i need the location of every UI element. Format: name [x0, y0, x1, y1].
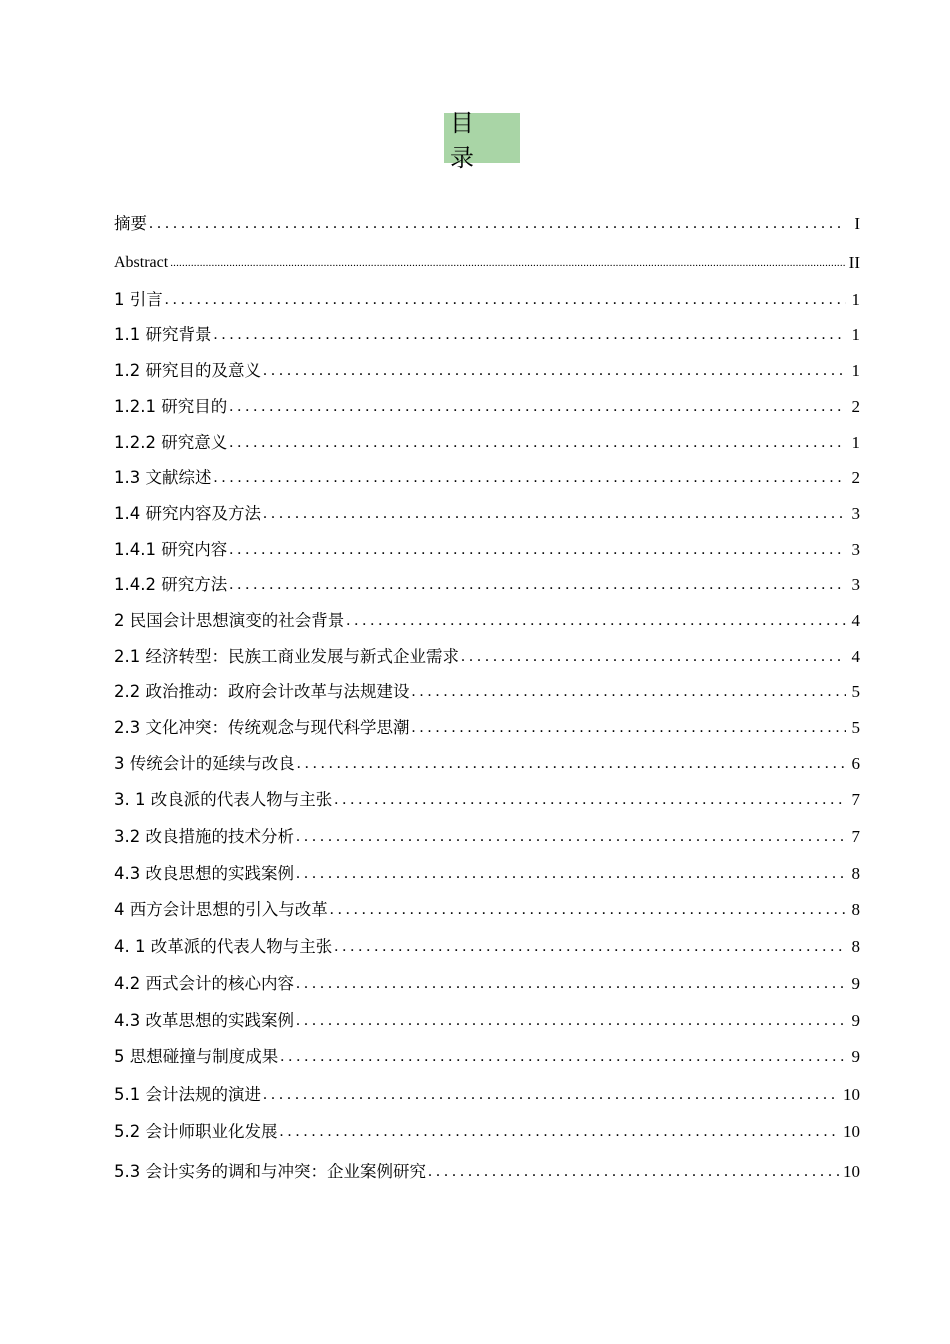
toc-entry-label: 3.2 改良措施的技术分析: [114, 827, 294, 846]
toc-leader-dots: [412, 681, 847, 703]
toc-entry-page: 5: [851, 718, 860, 737]
toc-leader-dots: [346, 610, 846, 632]
toc-leader-dots: [149, 213, 846, 235]
toc-leader-dots: [330, 899, 846, 921]
toc-entry[interactable]: [114, 459, 860, 489]
toc-entry-label: 1.2.1 研究目的: [114, 397, 228, 416]
toc-entry-page: 3: [851, 540, 860, 559]
toc-entry[interactable]: [114, 1076, 860, 1106]
toc-leader-dots: [280, 1046, 846, 1068]
toc-leader-dots: [214, 467, 847, 489]
toc-entry-label: 1.4 研究内容及方法: [114, 504, 261, 523]
toc-leader-dots: [428, 1161, 839, 1183]
toc-entry[interactable]: [114, 1038, 860, 1068]
toc-leader-dots: [263, 503, 846, 525]
toc-entry-label: 2.1 经济转型：民族工商业发展与新式企业需求: [114, 647, 459, 666]
toc-entry-page: 2: [851, 397, 860, 416]
toc-entry[interactable]: [114, 495, 860, 525]
toc-entry[interactable]: [114, 281, 860, 311]
toc-entry-page: 7: [851, 827, 860, 846]
toc-entry-page: 6: [851, 754, 860, 773]
toc-leader-dots: [296, 1010, 846, 1032]
toc-entry[interactable]: [114, 566, 860, 596]
toc-leader-dots: [296, 826, 846, 848]
toc-entry-page: 4: [851, 647, 860, 666]
toc-entry-label: 3 传统会计的延续与改良: [114, 754, 295, 773]
toc-entry[interactable]: [114, 531, 860, 561]
toc-entry[interactable]: [114, 205, 860, 235]
toc-entry-label: 4.3 改革思想的实践案例: [114, 1011, 294, 1030]
toc-entry-page: 5: [851, 682, 860, 701]
toc-leader-dots: [461, 646, 846, 668]
toc-entry-page: 10: [843, 1085, 860, 1104]
toc-entry[interactable]: [114, 316, 860, 346]
toc-entry-label: 3. 1 改良派的代表人物与主张: [114, 790, 333, 809]
toc-entry[interactable]: [114, 965, 860, 995]
toc-entry-label: 1 引言: [114, 290, 163, 309]
toc-leader-dots: [229, 396, 846, 418]
toc-leader-dots: [229, 432, 846, 454]
toc-entry[interactable]: [114, 424, 860, 454]
toc-leader-dots: [297, 753, 846, 775]
toc-entry-label: 5.2 会计师职业化发展: [114, 1122, 278, 1141]
toc-entry-label: 1.4.2 研究方法: [114, 575, 228, 594]
toc-entry-page: 8: [851, 900, 860, 919]
toc-leader-dots: [296, 863, 846, 885]
toc-leader-dots: [229, 539, 846, 561]
toc-entry[interactable]: [114, 709, 860, 739]
toc-entry-label: 1.2.2 研究意义: [114, 433, 228, 452]
toc-entry-label: 1.3 文献综述: [114, 468, 212, 487]
toc-entry[interactable]: [114, 1153, 860, 1183]
toc-entry[interactable]: [114, 928, 860, 958]
toc-entry-label: 2.2 政治推动：政府会计改革与法规建设: [114, 682, 410, 701]
toc-entry[interactable]: [114, 673, 860, 703]
toc-leader-dots: [296, 973, 846, 995]
toc-entry-label: 1.2 研究目的及意义: [114, 361, 261, 380]
toc-entry-page: 7: [851, 790, 860, 809]
toc-entry-label: 摘要: [114, 214, 147, 233]
toc-entry-page: 1: [851, 325, 860, 344]
toc-entry-label: 1.4.1 研究内容: [114, 540, 228, 559]
toc-entry[interactable]: [114, 781, 860, 811]
toc-entry-page: 9: [851, 974, 860, 993]
toc-entry[interactable]: [114, 855, 860, 885]
toc-entry-label: 5.1 会计法规的演进: [114, 1085, 261, 1104]
toc-entry[interactable]: [114, 745, 860, 775]
toc-entry-page: 3: [851, 575, 860, 594]
toc-entry-label: 5 思想碰撞与制度成果: [114, 1047, 279, 1066]
toc-entry-label: 4. 1 改革派的代表人物与主张: [114, 937, 333, 956]
toc-entry-page: 8: [851, 864, 860, 883]
toc-entry-label: 1.1 研究背景: [114, 325, 212, 344]
toc-leader-dots: [214, 324, 847, 346]
toc-entry-page: 10: [843, 1122, 860, 1141]
toc-entry[interactable]: [114, 352, 860, 382]
toc-entry[interactable]: [114, 602, 860, 632]
toc-entry-page: I: [854, 214, 860, 233]
toc-entry-page: II: [848, 253, 860, 272]
toc-entry-page: 9: [851, 1047, 860, 1066]
toc-entry-page: 9: [851, 1011, 860, 1030]
toc-leader-dots: [334, 936, 846, 958]
toc-entry-label: 4.2 西式会计的核心内容: [114, 974, 294, 993]
toc-entry-label: Abstract: [114, 254, 169, 271]
toc-entry-page: 8: [851, 937, 860, 956]
toc-leader-dots: [280, 1121, 840, 1143]
toc-title: 目 录: [444, 113, 520, 163]
toc-entry-page: 10: [843, 1162, 860, 1181]
toc-leader-dots: [165, 289, 846, 311]
toc-entry[interactable]: [114, 1113, 860, 1143]
toc-entry-label: 4.3 改良思想的实践案例: [114, 864, 294, 883]
toc-entry[interactable]: [114, 891, 860, 921]
toc-entry[interactable]: [114, 388, 860, 418]
toc-leader-dots: [263, 360, 846, 382]
toc-entry[interactable]: [114, 638, 860, 668]
toc-entry-page: 4: [851, 611, 860, 630]
toc-leader-dots: [170, 251, 844, 274]
toc-entry-page: 3: [851, 504, 860, 523]
toc-entry[interactable]: [114, 818, 860, 848]
toc-entry[interactable]: [114, 244, 860, 274]
toc-entry-label: 4 西方会计思想的引入与改革: [114, 900, 328, 919]
toc-entry[interactable]: [114, 1002, 860, 1032]
toc-leader-dots: [412, 717, 847, 739]
toc-entry-label: 2.3 文化冲突：传统观念与现代科学思潮: [114, 718, 410, 737]
toc-leader-dots: [334, 789, 846, 811]
toc-entry-label: 2 民国会计思想演变的社会背景: [114, 611, 345, 630]
toc-leader-dots: [263, 1084, 839, 1106]
toc-leader-dots: [229, 574, 846, 596]
toc-entry-page: 2: [851, 468, 860, 487]
toc-entry-page: 1: [851, 433, 860, 452]
toc-entry-label: 5.3 会计实务的调和与冲突：企业案例研究: [114, 1162, 426, 1181]
toc-entry-page: 1: [851, 361, 860, 380]
toc-entry-page: 1: [851, 290, 860, 309]
